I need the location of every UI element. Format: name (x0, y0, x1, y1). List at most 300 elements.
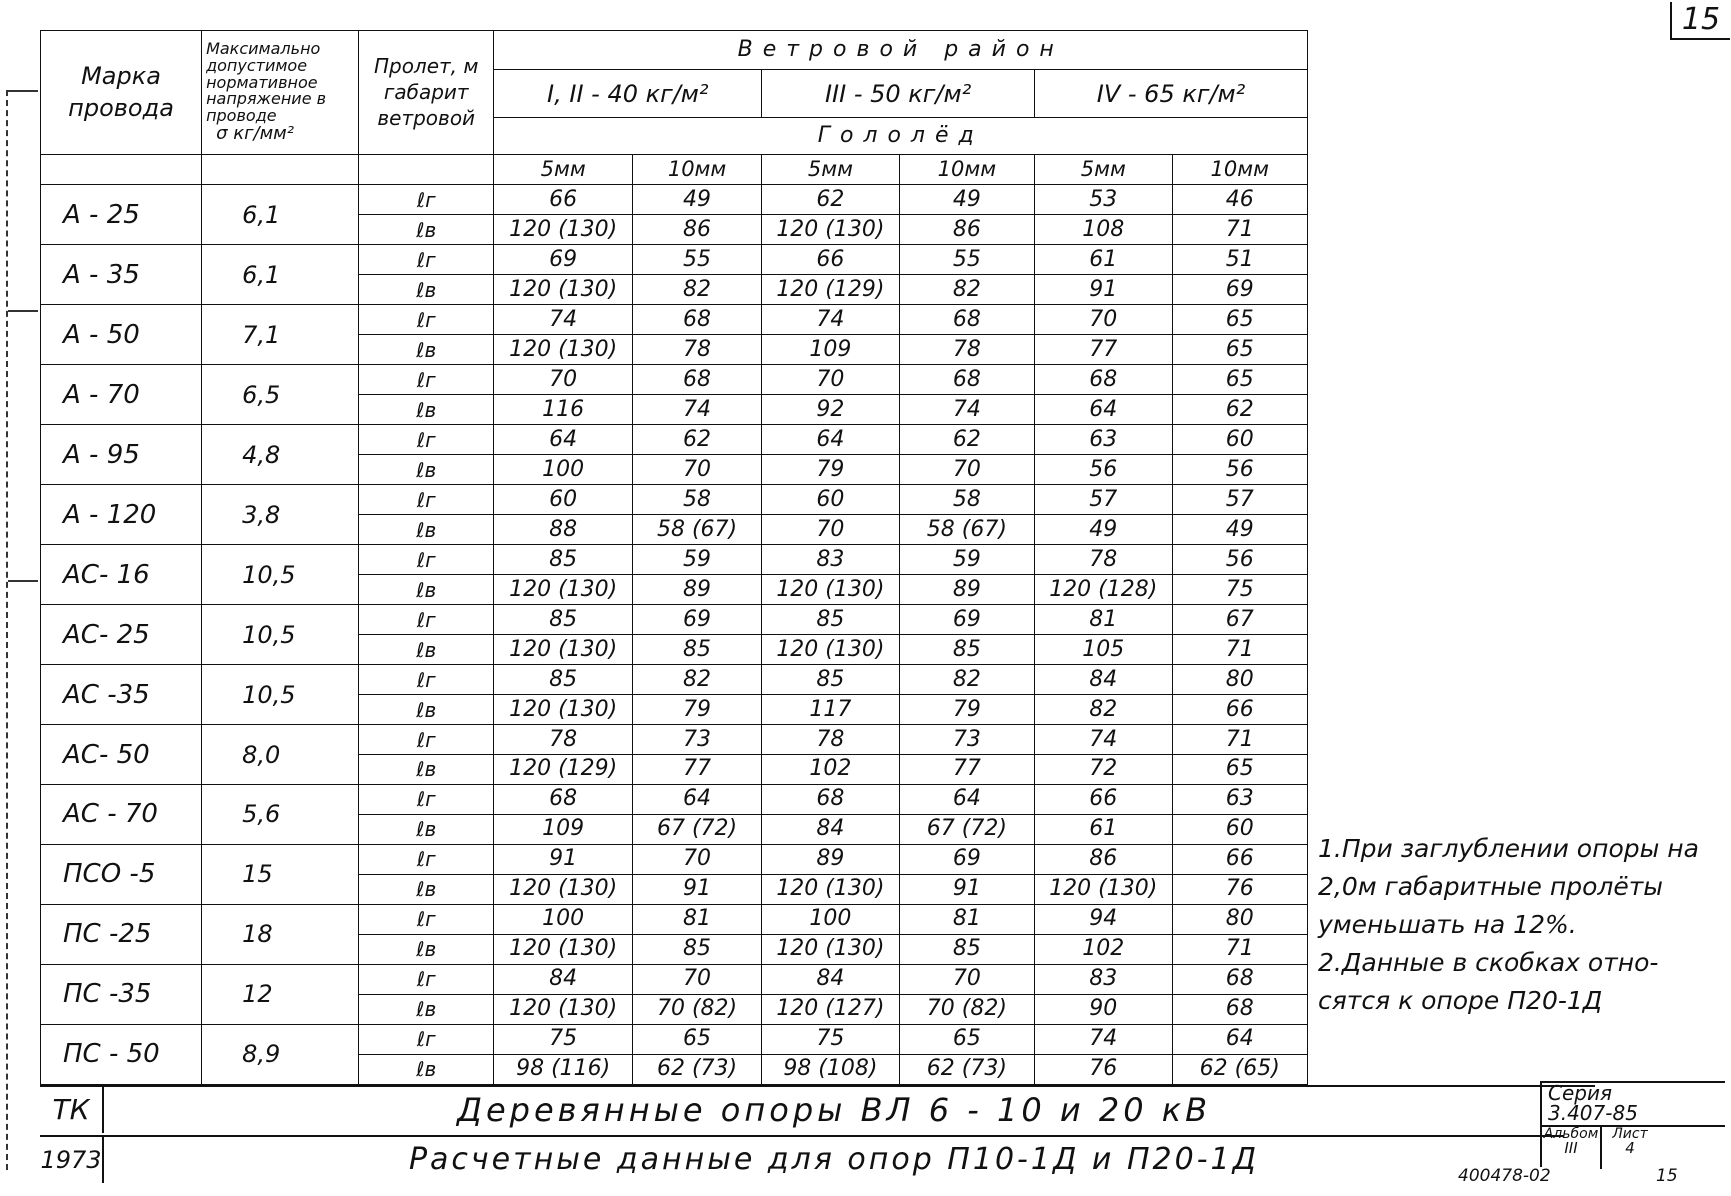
span-value-lg: 68 (762, 784, 899, 814)
drawing-subtitle: Расчетные данные для опор П10-1Д и П20-1Д (104, 1135, 1564, 1183)
header-stress (202, 31, 359, 155)
max-stress: 6,5 (202, 365, 359, 425)
span-value-lv: 120 (130) (762, 215, 899, 245)
span-value-lv: 120 (129) (494, 755, 632, 785)
header-region-1: I, II - 40 кг/м² (494, 70, 762, 118)
span-value-lv: 61 (1035, 814, 1172, 844)
span-value-lg: 85 (762, 665, 899, 695)
span-value-lv: 92 (762, 395, 899, 425)
table-row (41, 904, 1308, 934)
span-value-lv: 64 (1035, 395, 1172, 425)
span-value-lv: 70 (82) (632, 994, 761, 1024)
span-label-lv: ℓв (359, 874, 494, 904)
span-value-lg: 94 (1035, 904, 1172, 934)
span-value-lv: 109 (762, 335, 899, 365)
span-value-lg: 59 (899, 545, 1034, 575)
span-label-lg: ℓг (359, 1024, 494, 1054)
span-value-lg: 66 (762, 245, 899, 275)
span-value-lv: 102 (762, 755, 899, 785)
span-value-lg: 67 (1172, 605, 1308, 635)
span-value-lv: 120 (129) (762, 275, 899, 305)
span-value-lg: 74 (1035, 725, 1172, 755)
span-value-lv: 84 (762, 814, 899, 844)
table-row (41, 605, 1308, 635)
span-value-lv: 120 (130) (1035, 874, 1172, 904)
span-value-lv: 88 (494, 515, 632, 545)
wire-mark: AC -35 (41, 665, 202, 725)
span-value-lg: 68 (899, 365, 1034, 395)
max-stress: 12 (202, 964, 359, 1024)
span-label-lg: ℓг (359, 545, 494, 575)
span-label-lg: ℓг (359, 305, 494, 335)
span-label-lg: ℓг (359, 425, 494, 455)
header-ice: Гололёд (494, 117, 1308, 154)
span-value-lg: 66 (494, 185, 632, 215)
span-value-lg: 64 (632, 784, 761, 814)
span-value-lv: 120 (130) (494, 575, 632, 605)
span-value-lg: 59 (632, 545, 761, 575)
max-stress: 4,8 (202, 425, 359, 485)
span-value-lg: 84 (494, 964, 632, 994)
span-value-lv: 56 (1172, 455, 1308, 485)
span-value-lv: 49 (1035, 515, 1172, 545)
header-ice-10: 10мм (899, 154, 1034, 184)
span-value-lg: 51 (1172, 245, 1308, 275)
span-value-lv: 70 (82) (899, 994, 1034, 1024)
span-value-lv: 120 (130) (762, 934, 899, 964)
span-label-lv: ℓв (359, 275, 494, 305)
span-label-lg: ℓг (359, 665, 494, 695)
table-row (41, 725, 1308, 755)
span-value-lg: 86 (1035, 844, 1172, 874)
span-value-lv: 91 (1035, 275, 1172, 305)
span-label-lg: ℓг (359, 185, 494, 215)
span-value-lv: 70 (762, 515, 899, 545)
span-value-lg: 57 (1035, 485, 1172, 515)
max-stress: 18 (202, 904, 359, 964)
span-value-lv: 79 (762, 455, 899, 485)
span-value-lv: 78 (632, 335, 761, 365)
max-stress: 10,5 (202, 545, 359, 605)
span-value-lv: 66 (1172, 695, 1308, 725)
span-label-lv: ℓв (359, 994, 494, 1024)
span-value-lv: 77 (1035, 335, 1172, 365)
span-value-lg: 58 (899, 485, 1034, 515)
table-row (41, 964, 1308, 994)
span-value-lv: 120 (130) (762, 635, 899, 665)
wire-span-table (40, 30, 1308, 1085)
span-value-lg: 85 (762, 605, 899, 635)
header-ice-5: 5мм (1035, 154, 1172, 184)
max-stress: 6,1 (202, 245, 359, 305)
span-value-lv: 89 (899, 575, 1034, 605)
header-ice-10: 10мм (632, 154, 761, 184)
span-label-lv: ℓв (359, 635, 494, 665)
span-value-lg: 68 (632, 305, 761, 335)
table-row (41, 784, 1308, 814)
span-value-lv: 100 (494, 455, 632, 485)
span-value-lg: 56 (1172, 545, 1308, 575)
span-value-lg: 69 (494, 245, 632, 275)
span-value-lg: 81 (632, 904, 761, 934)
span-label-lv: ℓв (359, 215, 494, 245)
span-value-lg: 84 (1035, 665, 1172, 695)
span-value-lv: 120 (130) (494, 335, 632, 365)
span-label-lg: ℓг (359, 964, 494, 994)
span-value-lv: 82 (1035, 695, 1172, 725)
span-value-lg: 80 (1172, 665, 1308, 695)
wire-mark: A - 25 (41, 185, 202, 245)
span-value-lv: 62 (73) (632, 1054, 761, 1084)
wire-mark: AC- 16 (41, 545, 202, 605)
span-value-lg: 64 (494, 425, 632, 455)
span-value-lg: 85 (494, 545, 632, 575)
span-value-lv: 71 (1172, 635, 1308, 665)
span-value-lg: 61 (1035, 245, 1172, 275)
span-value-lv: 89 (632, 575, 761, 605)
span-value-lg: 75 (762, 1024, 899, 1054)
span-label-lg: ℓг (359, 844, 494, 874)
max-stress: 15 (202, 844, 359, 904)
span-value-lv: 76 (1035, 1054, 1172, 1084)
span-value-lg: 70 (632, 964, 761, 994)
binding-tick (8, 90, 38, 92)
wire-mark: ПС -35 (41, 964, 202, 1024)
span-label-lv: ℓв (359, 455, 494, 485)
span-value-lv: 79 (632, 695, 761, 725)
span-label-lg: ℓг (359, 605, 494, 635)
span-value-lg: 69 (899, 605, 1034, 635)
span-value-lg: 62 (632, 425, 761, 455)
max-stress: 5,6 (202, 784, 359, 844)
page-number: 15 (1670, 2, 1730, 40)
drawing-title: Деревянные опоры ВЛ 6 - 10 и 20 кВ (456, 1091, 1212, 1129)
span-value-lv: 117 (762, 695, 899, 725)
span-value-lg: 58 (632, 485, 761, 515)
max-stress: 3,8 (202, 485, 359, 545)
span-label-lv: ℓв (359, 755, 494, 785)
header-region-3: IV - 65 кг/м² (1035, 70, 1308, 118)
title-block (40, 1085, 1595, 1183)
note-line: 1.При заглублении опоры на (1318, 834, 1699, 863)
note-line: сятся к опоре П20-1Д (1318, 986, 1603, 1015)
span-value-lv: 108 (1035, 215, 1172, 245)
span-label-lv: ℓв (359, 1054, 494, 1084)
span-value-lv: 77 (899, 755, 1034, 785)
table-row (41, 545, 1308, 575)
album-number: III (1564, 1139, 1578, 1157)
note-line: уменьшать на 12%. (1318, 910, 1577, 939)
span-value-lg: 68 (494, 784, 632, 814)
note-line: 2.Данные в скобках отно- (1318, 948, 1659, 977)
span-value-lg: 68 (899, 305, 1034, 335)
span-value-lg: 53 (1035, 185, 1172, 215)
span-value-lg: 74 (1035, 1024, 1172, 1054)
span-value-lg: 49 (632, 185, 761, 215)
span-label-lv: ℓв (359, 934, 494, 964)
span-value-lv: 56 (1035, 455, 1172, 485)
table-row (41, 485, 1308, 515)
span-value-lg: 71 (1172, 725, 1308, 755)
table-row (41, 425, 1308, 455)
span-value-lg: 74 (494, 305, 632, 335)
span-value-lv: 120 (130) (494, 215, 632, 245)
table-row (41, 305, 1308, 335)
span-value-lv: 85 (632, 635, 761, 665)
span-value-lv: 74 (632, 395, 761, 425)
header-spacer (359, 154, 494, 184)
span-value-lg: 55 (899, 245, 1034, 275)
span-value-lg: 69 (632, 605, 761, 635)
span-value-lv: 120 (128) (1035, 575, 1172, 605)
span-value-lv: 75 (1172, 575, 1308, 605)
header-ice-10: 10мм (1172, 154, 1308, 184)
table-row (41, 1024, 1308, 1054)
document-code: 400478-02 (1458, 1166, 1551, 1186)
span-value-lv: 109 (494, 814, 632, 844)
span-value-lg: 60 (762, 485, 899, 515)
span-value-lg: 70 (1035, 305, 1172, 335)
span-label-lv: ℓв (359, 575, 494, 605)
span-value-lg: 85 (494, 605, 632, 635)
span-value-lv: 70 (632, 455, 761, 485)
span-label-lv: ℓв (359, 695, 494, 725)
span-value-lv: 86 (632, 215, 761, 245)
wire-mark: AC- 50 (41, 725, 202, 785)
wire-mark: A - 120 (41, 485, 202, 545)
span-value-lg: 57 (1172, 485, 1308, 515)
span-value-lv: 120 (130) (494, 934, 632, 964)
span-value-lg: 70 (632, 844, 761, 874)
span-value-lg: 81 (1035, 605, 1172, 635)
span-label-lg: ℓг (359, 784, 494, 814)
span-label-lg: ℓг (359, 245, 494, 275)
span-value-lv: 98 (116) (494, 1054, 632, 1084)
header-ice-5: 5мм (494, 154, 632, 184)
span-value-lv: 79 (899, 695, 1034, 725)
span-value-lv: 82 (899, 275, 1034, 305)
span-value-lv: 85 (899, 934, 1034, 964)
header-spacer (202, 154, 359, 184)
title-block-year: 1973 (40, 1135, 104, 1183)
span-value-lv: 98 (108) (762, 1054, 899, 1084)
binding-tick (8, 580, 38, 582)
span-value-lg: 64 (1172, 1024, 1308, 1054)
span-value-lg: 83 (1035, 964, 1172, 994)
span-value-lg: 91 (494, 844, 632, 874)
span-value-lv: 120 (130) (494, 275, 632, 305)
span-value-lv: 85 (899, 635, 1034, 665)
wire-mark: A - 35 (41, 245, 202, 305)
header-span: Пролет, м габарит ветровой (359, 31, 494, 155)
span-value-lv: 71 (1172, 215, 1308, 245)
max-stress: 6,1 (202, 185, 359, 245)
max-stress: 8,9 (202, 1024, 359, 1084)
span-value-lg: 70 (899, 964, 1034, 994)
span-label-lg: ℓг (359, 904, 494, 934)
span-value-lv: 76 (1172, 874, 1308, 904)
wire-mark: ПС - 50 (41, 1024, 202, 1084)
span-value-lg: 65 (899, 1024, 1034, 1054)
span-value-lg: 69 (899, 844, 1034, 874)
max-stress: 7,1 (202, 305, 359, 365)
span-value-lg: 60 (1172, 425, 1308, 455)
header-mark: Марка провода (41, 31, 202, 155)
span-value-lv: 68 (1172, 994, 1308, 1024)
span-value-lv: 65 (1172, 755, 1308, 785)
span-value-lg: 49 (899, 185, 1034, 215)
span-value-lg: 89 (762, 844, 899, 874)
span-value-lv: 62 (65) (1172, 1054, 1308, 1084)
table-row (41, 365, 1308, 395)
table-row (41, 844, 1308, 874)
wire-mark: AC- 25 (41, 605, 202, 665)
span-value-lg: 63 (1172, 784, 1308, 814)
span-value-lg: 82 (632, 665, 761, 695)
span-value-lg: 55 (632, 245, 761, 275)
binding-margin-line (6, 90, 14, 1170)
span-label-lg: ℓг (359, 485, 494, 515)
header-stress-text: Максимально допустимое нормативное напряжение в проводе (206, 39, 327, 126)
span-value-lg: 100 (494, 904, 632, 934)
span-value-lg: 68 (632, 365, 761, 395)
span-value-lg: 62 (899, 425, 1034, 455)
title-block-series (1540, 1081, 1725, 1167)
span-value-lv: 49 (1172, 515, 1308, 545)
wire-mark: A - 70 (41, 365, 202, 425)
span-value-lg: 82 (899, 665, 1034, 695)
series-label: Серия (1548, 1081, 1612, 1105)
header-wind-region: Ветровой район (494, 31, 1308, 70)
span-value-lv: 90 (1035, 994, 1172, 1024)
wire-mark: ПС -25 (41, 904, 202, 964)
span-value-lg: 84 (762, 964, 899, 994)
span-value-lv: 65 (1172, 335, 1308, 365)
sheet-label: Лист (1612, 1126, 1648, 1142)
span-value-lg: 81 (899, 904, 1034, 934)
wire-mark: A - 95 (41, 425, 202, 485)
span-value-lg: 78 (494, 725, 632, 755)
span-value-lg: 64 (762, 425, 899, 455)
span-value-lg: 64 (899, 784, 1034, 814)
span-value-lv: 86 (899, 215, 1034, 245)
span-value-lg: 66 (1035, 784, 1172, 814)
span-label-lv: ℓв (359, 515, 494, 545)
album-cell (1542, 1127, 1602, 1169)
span-value-lg: 74 (762, 305, 899, 335)
span-value-lv: 120 (130) (762, 874, 899, 904)
span-value-lv: 74 (899, 395, 1034, 425)
span-value-lv: 58 (67) (632, 515, 761, 545)
span-value-lg: 65 (1172, 365, 1308, 395)
max-stress: 10,5 (202, 605, 359, 665)
table-row (41, 665, 1308, 695)
span-value-lv: 60 (1172, 814, 1308, 844)
span-value-lg: 63 (1035, 425, 1172, 455)
span-value-lv: 62 (1172, 395, 1308, 425)
span-value-lv: 58 (67) (899, 515, 1034, 545)
span-value-lg: 70 (494, 365, 632, 395)
span-value-lg: 75 (494, 1024, 632, 1054)
span-value-lg: 80 (1172, 904, 1308, 934)
span-value-lg: 78 (762, 725, 899, 755)
span-value-lg: 46 (1172, 185, 1308, 215)
binding-tick (8, 310, 38, 312)
span-value-lv: 71 (1172, 934, 1308, 964)
span-value-lg: 68 (1172, 964, 1308, 994)
span-value-lg: 73 (632, 725, 761, 755)
span-value-lv: 120 (130) (762, 575, 899, 605)
span-value-lv: 82 (632, 275, 761, 305)
span-value-lv: 69 (1172, 275, 1308, 305)
span-label-lv: ℓв (359, 335, 494, 365)
span-value-lg: 78 (1035, 545, 1172, 575)
wire-mark: ПСО -5 (41, 844, 202, 904)
span-value-lg: 83 (762, 545, 899, 575)
span-label-lv: ℓв (359, 395, 494, 425)
span-value-lg: 60 (494, 485, 632, 515)
span-value-lg: 85 (494, 665, 632, 695)
title-block-org: ТК (40, 1087, 104, 1133)
span-value-lv: 120 (130) (494, 874, 632, 904)
span-label-lg: ℓг (359, 365, 494, 395)
album-label: Альбом (1543, 1126, 1599, 1142)
span-value-lg: 62 (762, 185, 899, 215)
span-label-lg: ℓг (359, 725, 494, 755)
span-label-lv: ℓв (359, 814, 494, 844)
max-stress: 8,0 (202, 725, 359, 785)
note-line: 2,0м габаритные пролёты (1318, 872, 1664, 901)
span-value-lg: 73 (899, 725, 1034, 755)
document-page: 15 (1656, 1166, 1678, 1186)
span-value-lg: 70 (762, 365, 899, 395)
span-value-lv: 120 (130) (494, 695, 632, 725)
span-value-lv: 116 (494, 395, 632, 425)
series-number: 3.407-85 (1548, 1101, 1638, 1125)
wire-mark: AC - 70 (41, 784, 202, 844)
header-spacer (41, 154, 202, 184)
header-ice-5: 5мм (762, 154, 899, 184)
table-row (41, 185, 1308, 215)
header-region-2: III - 50 кг/м² (762, 70, 1035, 118)
span-value-lv: 91 (899, 874, 1034, 904)
span-value-lv: 120 (127) (762, 994, 899, 1024)
notes (1318, 830, 1728, 1020)
span-value-lv: 120 (130) (494, 994, 632, 1024)
table-row (41, 245, 1308, 275)
span-value-lv: 67 (72) (899, 814, 1034, 844)
max-stress: 10,5 (202, 665, 359, 725)
sheet-cell (1602, 1127, 1658, 1169)
span-value-lv: 77 (632, 755, 761, 785)
wire-mark: A - 50 (41, 305, 202, 365)
sheet-number: 4 (1625, 1139, 1635, 1157)
span-value-lv: 102 (1035, 934, 1172, 964)
span-value-lv: 105 (1035, 635, 1172, 665)
span-value-lv: 67 (72) (632, 814, 761, 844)
span-value-lv: 85 (632, 934, 761, 964)
span-value-lv: 91 (632, 874, 761, 904)
span-value-lg: 68 (1035, 365, 1172, 395)
span-value-lv: 72 (1035, 755, 1172, 785)
span-value-lv: 78 (899, 335, 1034, 365)
span-value-lv: 70 (899, 455, 1034, 485)
album-sheet-row (1542, 1125, 1725, 1169)
span-value-lg: 65 (632, 1024, 761, 1054)
span-value-lv: 120 (130) (494, 635, 632, 665)
header-stress-unit: σ кг/мм² (216, 122, 294, 144)
span-value-lv: 62 (73) (899, 1054, 1034, 1084)
